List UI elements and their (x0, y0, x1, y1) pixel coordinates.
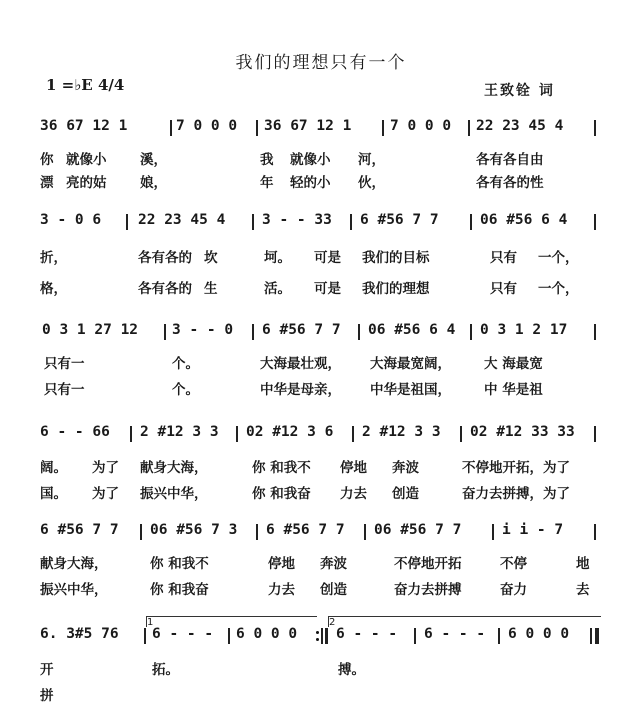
measure: 36 67 12 1 (264, 118, 352, 134)
lyric: 创造 (320, 582, 347, 598)
lyric: 阔。 (40, 460, 67, 476)
repeat-dot (316, 631, 319, 634)
lyric: 大 海最宽 (484, 356, 543, 372)
lyric: 一个， (538, 250, 579, 266)
measure: i i - 7 (502, 522, 564, 538)
measure: 6 0 0 0 (236, 626, 298, 642)
lyric: 开 (40, 662, 54, 678)
lyric: 你 和我不 (252, 460, 311, 476)
lyric: 创造 (392, 486, 419, 502)
measure: 6. 3#5 76 (40, 626, 119, 642)
lyric: 你 和我奋 (252, 486, 311, 502)
barline (594, 120, 596, 136)
lyric: 我 (260, 152, 274, 168)
measure: 3 - - 0 (172, 322, 234, 338)
lyric: 奋力 (500, 582, 527, 598)
measure: 36 67 12 1 (40, 118, 128, 134)
barline (492, 524, 494, 540)
lyric: 一个， (538, 281, 579, 297)
measure: 6 0 0 0 (508, 626, 570, 642)
lyric: 你 (40, 152, 54, 168)
barline (252, 324, 254, 340)
barline (170, 120, 172, 136)
measure: 06 #56 6 4 (480, 212, 568, 228)
barline (228, 628, 230, 644)
barline (468, 120, 470, 136)
repeat-dot (316, 638, 319, 641)
lyric: 轻的小 (290, 175, 331, 191)
measure: 3 - 0 6 (40, 212, 102, 228)
lyric: 停地 (340, 460, 367, 476)
lyric: 只有一 (44, 382, 85, 398)
lyric: 漂 (40, 175, 54, 191)
measure: 22 23 45 4 (138, 212, 226, 228)
lyric: 你 和我不 (150, 556, 209, 572)
notation-line (40, 118, 610, 140)
lyric: 伙， (358, 175, 385, 191)
notation-line (40, 522, 610, 544)
measure: 06 #56 7 3 (150, 522, 238, 538)
final-barline (595, 628, 599, 644)
measure: 02 #12 3 6 (246, 424, 334, 440)
barline (382, 120, 384, 136)
barline (358, 324, 360, 340)
lyric: 可是 (314, 281, 341, 297)
ending-number: 1 (147, 617, 154, 628)
lyric: 奋力去拼搏，为了 (462, 486, 570, 502)
notation-line (40, 424, 610, 446)
song-title: 我们的理想只有一个 (235, 53, 407, 73)
notation-line (40, 322, 610, 344)
measure: 7 0 0 0 (390, 118, 452, 134)
measure: 6 - - - (424, 626, 486, 642)
barline (256, 120, 258, 136)
lyric: 我们的理想 (362, 281, 430, 297)
lyric: 溪， (140, 152, 167, 168)
lyric: 可是 (314, 250, 341, 266)
barline (470, 214, 472, 230)
lyric: 只有 (490, 281, 517, 297)
lyric: 就像小 (66, 152, 107, 168)
ending-number: 2 (329, 617, 336, 628)
lyricist-credit: 王致铨 词 (484, 83, 555, 99)
final-barline (590, 628, 592, 644)
lyric: 坎 (204, 250, 218, 266)
lyric: 奋力去拼搏 (394, 582, 462, 598)
lyric: 国。 (40, 486, 67, 502)
barline (350, 214, 352, 230)
barline (414, 628, 416, 644)
lyric: 不停 (500, 556, 527, 572)
measure: 6 #56 7 7 (262, 322, 341, 338)
measure: 0 3 1 2 17 (480, 322, 568, 338)
lyric: 个。 (172, 382, 199, 398)
lyric: 各有各的 (138, 281, 192, 297)
barline (594, 324, 596, 340)
measure: 2 #12 3 3 (362, 424, 441, 440)
barline (470, 324, 472, 340)
lyric: 只有一 (44, 356, 85, 372)
lyric: 你 和我奋 (150, 582, 209, 598)
barline (364, 524, 366, 540)
measure: 6 #56 7 7 (360, 212, 439, 228)
lyric: 搏。 (338, 662, 365, 678)
lyric: 奔波 (320, 556, 347, 572)
lyric: 我们的目标 (362, 250, 430, 266)
barline (252, 214, 254, 230)
lyric: 中华是祖国， (370, 382, 451, 398)
barline (140, 524, 142, 540)
measure: 06 #56 7 7 (374, 522, 462, 538)
lyric: 大海最宽阔， (370, 356, 451, 372)
lyric: 河， (358, 152, 385, 168)
measure: 02 #12 33 33 (470, 424, 575, 440)
measure: 6 - - - (336, 626, 398, 642)
lyric: 只有 (490, 250, 517, 266)
lyric: 停地 (268, 556, 295, 572)
lyric: 各有各自由 (476, 152, 544, 168)
lyric: 去 (576, 582, 590, 598)
key-signature: 1 =♭E 4/4 (46, 76, 125, 94)
measure: 7 0 0 0 (176, 118, 238, 134)
barline (144, 628, 146, 644)
measure: 6 #56 7 7 (266, 522, 345, 538)
lyric: 大海最壮观， (260, 356, 341, 372)
barline (594, 524, 596, 540)
measure: 6 #56 7 7 (40, 522, 119, 538)
lyric: 娘， (140, 175, 167, 191)
lyric: 不停地开拓 (394, 556, 462, 572)
barline (164, 324, 166, 340)
lyric: 坷。 (264, 250, 291, 266)
lyric: 中华是母亲， (260, 382, 341, 398)
measure: 22 23 45 4 (476, 118, 564, 134)
lyric: 年 (260, 175, 274, 191)
repeat-barline (321, 628, 323, 644)
lyric: 生 (204, 281, 218, 297)
barline (594, 426, 596, 442)
lyric: 为了 (92, 486, 119, 502)
barline (236, 426, 238, 442)
lyric: 为了 (92, 460, 119, 476)
lyric: 拼 (40, 688, 54, 704)
lyric: 折， (40, 250, 67, 266)
measure: 2 #12 3 3 (140, 424, 219, 440)
measure: 06 #56 6 4 (368, 322, 456, 338)
lyric: 振兴中华， (40, 582, 108, 598)
lyric: 拓。 (152, 662, 179, 678)
lyric: 活。 (264, 281, 291, 297)
barline (130, 426, 132, 442)
measure: 6 - - 66 (40, 424, 110, 440)
measure: 6 - - - (152, 626, 214, 642)
lyric: 献身大海， (40, 556, 108, 572)
lyric: 各有各的性 (476, 175, 544, 191)
measure: 3 - - 33 (262, 212, 332, 228)
lyric: 就像小 (290, 152, 331, 168)
barline (256, 524, 258, 540)
measure: 0 3 1 27 12 (42, 322, 139, 338)
lyric: 力去 (268, 582, 295, 598)
repeat-barline (325, 628, 328, 644)
lyric: 奔波 (392, 460, 419, 476)
lyric: 中 华是祖 (484, 382, 543, 398)
lyric: 格， (40, 281, 67, 297)
barline (594, 214, 596, 230)
lyric: 地 (576, 556, 590, 572)
barline (498, 628, 500, 644)
lyric: 亮的姑 (66, 175, 107, 191)
lyric: 献身大海， (140, 460, 208, 476)
lyric: 不停地开拓，为了 (462, 460, 570, 476)
barline (126, 214, 128, 230)
lyric: 个。 (172, 356, 199, 372)
barline (460, 426, 462, 442)
lyric: 力去 (340, 486, 367, 502)
barline (352, 426, 354, 442)
lyric: 各有各的 (138, 250, 192, 266)
lyric: 振兴中华， (140, 486, 208, 502)
